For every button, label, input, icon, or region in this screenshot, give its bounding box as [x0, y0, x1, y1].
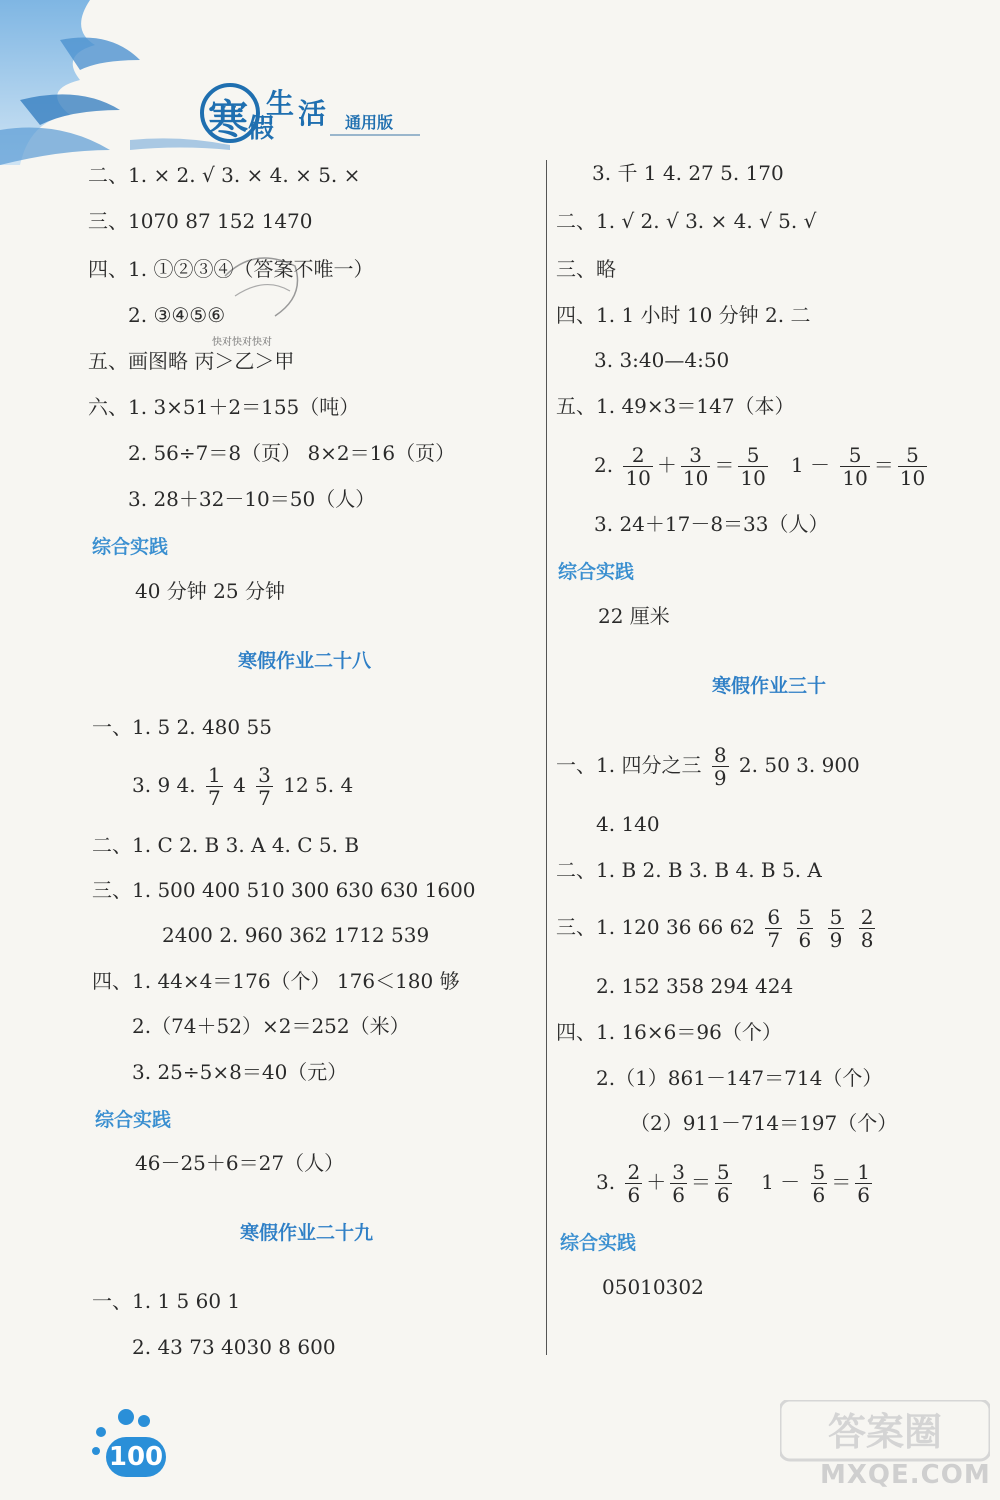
- denominator: 10: [842, 466, 868, 490]
- answer-line: （2）911－714＝197（个）: [630, 1111, 898, 1135]
- answer-line: 3. 28＋32－10＝50（人）: [128, 487, 376, 511]
- fraction: [855, 1161, 872, 1206]
- answer-line: 五、1. 49×3＝147（本）: [556, 394, 795, 418]
- denominator: 10: [625, 466, 651, 490]
- decor-dot: [118, 1409, 134, 1425]
- answer-line: 三、略: [556, 257, 616, 281]
- fraction: [256, 764, 273, 809]
- denominator: 8: [860, 928, 874, 952]
- edition-label: 通用版: [345, 113, 394, 132]
- section-title: 寒假作业二十八: [238, 650, 372, 672]
- numerator: 2: [623, 444, 652, 467]
- answer-line: 3. 3:40—4:50: [594, 348, 730, 372]
- numerator: 2: [627, 1160, 641, 1184]
- answer-line: 一、1. 1 5 60 1: [92, 1289, 241, 1313]
- fraction: [828, 906, 845, 951]
- denominator: 10: [740, 466, 766, 490]
- numerator: 6: [767, 905, 781, 929]
- fraction: [623, 444, 652, 489]
- denominator: 10: [682, 466, 709, 490]
- answer-line: 二、1. B 2. B 3. B 4. B 5. A: [556, 858, 822, 882]
- fraction: [738, 444, 767, 489]
- fraction: [797, 906, 814, 951]
- section-title: 寒假作业三十: [712, 675, 827, 697]
- fraction: [206, 764, 223, 809]
- decor-dot: [138, 1415, 150, 1427]
- answer-line: 2400 2. 960 362 1712 539: [162, 923, 430, 947]
- answer-line: 二、1. √ 2. √ 3. × 4. √ 5. √: [556, 209, 817, 233]
- fraction: [681, 444, 710, 489]
- brand-char-1: 寒: [208, 97, 248, 143]
- answer-line: 3. 25÷5×8＝40（元）: [132, 1060, 348, 1084]
- section-heading: 综合实践: [95, 1109, 172, 1131]
- answer-line: 2.（1）861－147＝714（个）: [596, 1066, 883, 1090]
- denominator: 6: [627, 1183, 641, 1207]
- answer-line: 三、1070 87 152 1470: [88, 209, 313, 233]
- text-segment: 3. 9 4.: [132, 773, 196, 797]
- logo-underline: [330, 134, 420, 136]
- denominator: 9: [829, 928, 843, 952]
- text-segment: 一、1. 四分之三: [556, 753, 702, 777]
- numerator: 5: [829, 905, 843, 929]
- text-segment: 4: [233, 773, 246, 797]
- numerator: 5: [738, 444, 767, 467]
- answer-line: 2. ③④⑤⑥: [128, 303, 226, 327]
- answer-line: 六、1. 3×51＋2＝155（吨）: [88, 395, 360, 419]
- answer-line: 四、1. 16×6＝96（个）: [556, 1020, 782, 1044]
- numerator: 3: [258, 763, 271, 787]
- fraction: [898, 444, 927, 489]
- denominator: 6: [672, 1183, 685, 1207]
- denominator: 7: [258, 786, 271, 810]
- text-segment: 2.: [594, 453, 614, 477]
- section-title: 寒假作业二十九: [240, 1222, 374, 1244]
- watermark-text: MXQE.COM: [820, 1460, 991, 1490]
- denominator: 7: [767, 928, 781, 952]
- text-segment: 三、1. 120 36 66 62: [556, 915, 756, 939]
- answer-line: 五、画图略 丙＞乙＞甲: [88, 349, 295, 373]
- section-heading: 综合实践: [558, 561, 635, 583]
- denominator: 6: [798, 928, 812, 952]
- decor-dot: [96, 1427, 106, 1437]
- answer-line: 四、1. ①②③④（答案不唯一）: [88, 257, 374, 281]
- answer-line: 2. 43 73 4030 8 600: [132, 1335, 336, 1359]
- numerator: 5: [716, 1160, 730, 1184]
- numerator: 8: [713, 743, 727, 767]
- answer-line: 4. 140: [596, 812, 660, 836]
- fraction: [811, 1161, 828, 1206]
- numerator: 5: [840, 444, 869, 467]
- answer-line-fractions: 2. $\frac{2}{10}$ ＋ $\frac{3}{10}$ ＝ $\frac{5}{10}$ 1 － $\frac{5}{10}$ ＝ $\frac{5}{10}$: [594, 443, 926, 490]
- page-number: 100: [106, 1437, 166, 1477]
- section-heading: 综合实践: [560, 1232, 637, 1254]
- text-segment: 1 －: [790, 453, 830, 477]
- answer-line: 二、1. × 2. √ 3. × 4. × 5. ×: [88, 163, 361, 187]
- answer-line: 二、1. C 2. B 3. A 4. C 5. B: [92, 833, 360, 857]
- answer-line: 三、1. 500 400 510 300 630 630 1600: [92, 878, 476, 902]
- numerator: 5: [898, 444, 927, 467]
- answer-line: 一、1. 5 2. 480 55: [92, 715, 272, 739]
- brand-char-2: 假: [248, 114, 275, 144]
- fraction: [715, 1161, 732, 1206]
- answer-line-fractions: [556, 902, 879, 952]
- brand-char-4: 活: [298, 97, 327, 130]
- denominator: 6: [716, 1183, 730, 1207]
- answer-line-fractions: 3. $\frac{2}{6}$ ＋ $\frac{3}{6}$ ＝ $\frac{5}{6}$ 1 － $\frac{5}{6}$ ＝ $\frac{1}{6}$: [596, 1160, 871, 1207]
- answer-line: 22 厘米: [598, 604, 670, 628]
- answer-line: 2.（74＋52）×2＝252（米）: [132, 1014, 410, 1038]
- section-heading: 综合实践: [92, 536, 169, 558]
- denominator: 10: [899, 466, 926, 490]
- answer-line: 2. 56÷7＝8（页） 8×2＝16（页）: [128, 441, 456, 465]
- brand-char-3: 生: [266, 87, 295, 120]
- answer-line: 40 分钟 25 分钟: [135, 579, 285, 603]
- fraction: [625, 1161, 642, 1206]
- numerator: 1: [207, 763, 221, 787]
- text-segment: 2. 50 3. 900: [738, 753, 860, 777]
- answer-line: 3. 千 1 4. 27 5. 170: [592, 161, 784, 185]
- fraction: [859, 906, 876, 951]
- answer-line: 2. 152 358 294 424: [596, 974, 794, 998]
- numerator: 3: [672, 1160, 685, 1184]
- denominator: 7: [207, 786, 221, 810]
- fraction: [712, 744, 729, 789]
- answer-line: 05010302: [602, 1275, 704, 1299]
- page-number-badge: [90, 1405, 180, 1485]
- answer-line-fractions: [132, 760, 353, 810]
- answer-line: 四、1. 1 小时 10 分钟 2. 二: [556, 303, 811, 327]
- answer-line: 46－25＋6＝27（人）: [135, 1151, 345, 1175]
- fraction: [670, 1161, 687, 1206]
- numerator: 1: [857, 1160, 871, 1184]
- watermark-cn-text: 答案圈: [827, 1410, 943, 1454]
- text-segment: 12 5. 4: [283, 773, 354, 797]
- fraction: [765, 906, 782, 951]
- numerator: 2: [860, 905, 874, 929]
- fraction: [840, 444, 869, 489]
- denominator: 6: [812, 1183, 826, 1207]
- text-segment: 3.: [596, 1170, 616, 1194]
- answer-line: 3. 24＋17－8＝33（人）: [594, 512, 829, 536]
- numerator: 5: [798, 905, 812, 929]
- answer-line-fractions: [556, 740, 860, 790]
- text-segment: 1 －: [761, 1170, 801, 1194]
- stamp-text: 快对快对快对: [212, 337, 272, 348]
- decor-dot: [92, 1447, 100, 1455]
- denominator: 6: [857, 1183, 871, 1207]
- denominator: 9: [713, 766, 727, 790]
- numerator: 5: [812, 1160, 826, 1184]
- column-divider: [546, 160, 547, 1355]
- answer-line: 四、1. 44×4＝176（个） 176＜180 够: [92, 969, 460, 993]
- numerator: 3: [681, 444, 710, 467]
